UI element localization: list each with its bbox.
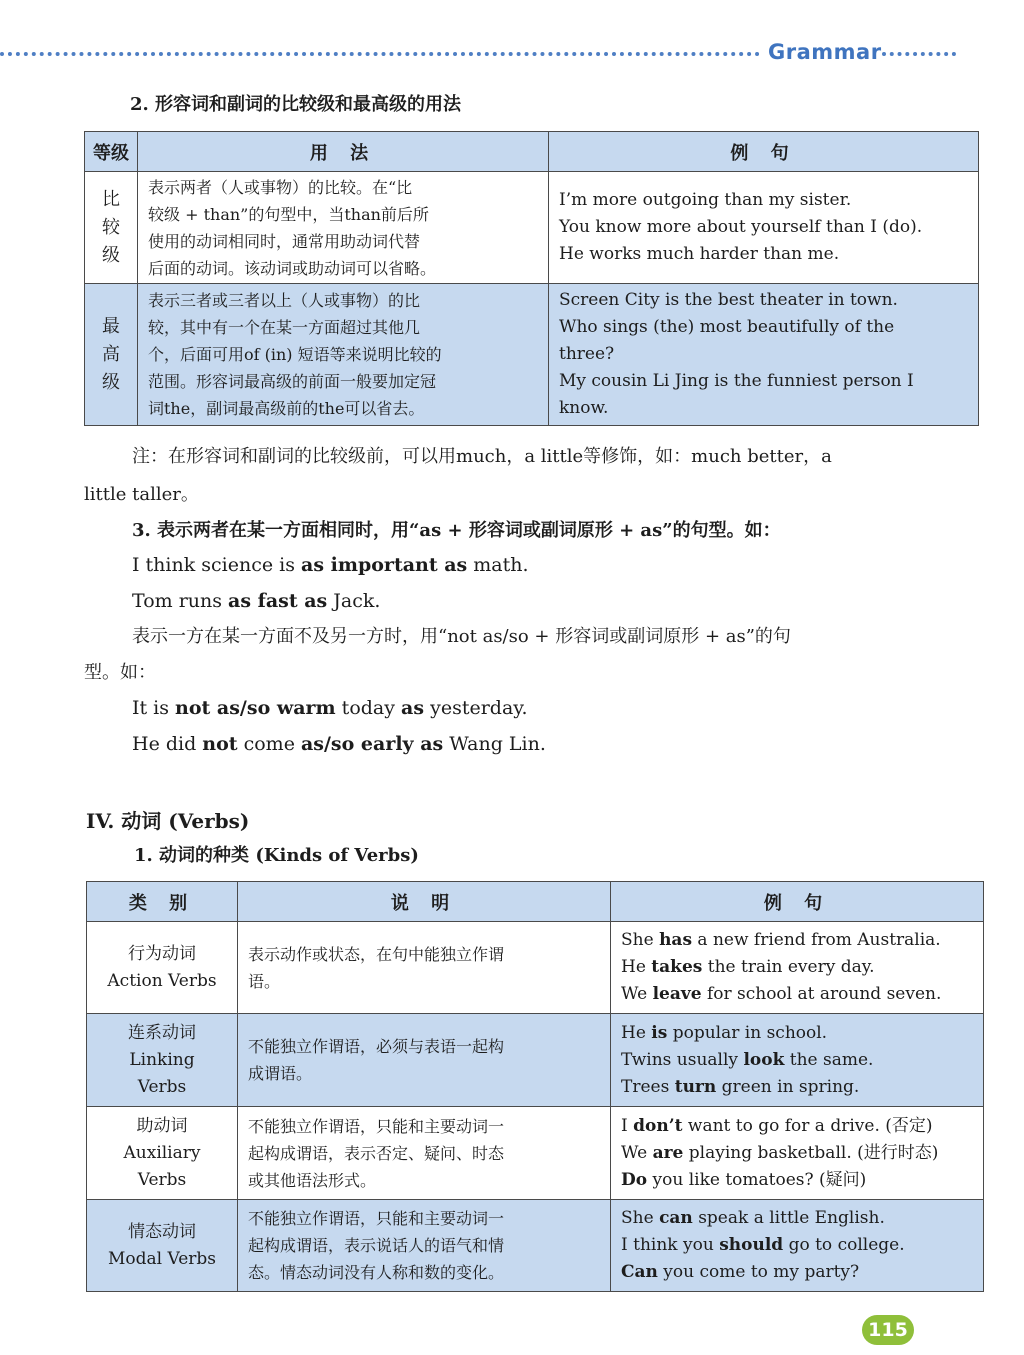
header-title: Grammar (768, 40, 882, 64)
section-heading-2: 2. 形容词和副词的比较级和最高级的用法 (130, 94, 462, 115)
comparison-table (84, 131, 979, 426)
note-line-2: little taller。 (84, 484, 199, 505)
table-row (85, 172, 979, 284)
examples-cell: I’m more outgoing than my sister. You know more about yourself than I (do). He works much harder than me. (549, 172, 979, 284)
examples-cell: She can speak a little English. I think you should go to college. Can you come to my party? (611, 1200, 984, 1292)
table1-header-examples: 例 句 (549, 132, 979, 172)
level-cell: 最 高 级 (85, 284, 138, 426)
example-sentence: I think science is as important as math. (132, 554, 529, 576)
desc-cell: 不能独立作谓语，必须与表语一起构 成谓语。 (238, 1014, 611, 1107)
desc-cell: 不能独立作谓语，只能和主要动词一 起构成谓语，表示说话人的语气和情 态。情态动词没有人称和数的变化。 (238, 1200, 611, 1292)
examples-cell: She has a new friend from Australia. He takes the train every day. We leave for school at around seven. (611, 922, 984, 1014)
desc-cell: 表示动作或状态，在句中能独立作谓 语。 (238, 922, 611, 1014)
table1-header-level: 等级 (85, 132, 138, 172)
examples-cell: Screen City is the best theater in town. Who sings (the) most beautifully of the three? My cousin Li Jing is the funniest person I know. (549, 284, 979, 426)
subsection-kinds-of-verbs: 1. 动词的种类 (Kinds of Verbs) (134, 845, 419, 866)
example-sentence: It is not as/so warm today as yesterday. (132, 697, 528, 719)
table-row (87, 1014, 984, 1107)
table2-header-examples: 例 句 (611, 882, 984, 922)
page-number-badge: 115 (862, 1315, 914, 1345)
header-dotted-rule-right (882, 52, 956, 56)
section-heading-3: 3. 表示两者在某一方面相同时，用“as + 形容词或副词原形 + as”的句型。如： (132, 520, 781, 541)
table2-header-kind: 类 别 (87, 882, 238, 922)
table1-header-usage: 用 法 (138, 132, 549, 172)
examples-cell: I don’t want to go for a drive. (否定) We are playing basketball. (进行时态) Do you like tomatoes? (疑问) (611, 1107, 984, 1200)
table-row (87, 1200, 984, 1292)
page-header (0, 40, 1024, 70)
table-row (85, 284, 979, 426)
negative-rule-line-2: 型。如： (84, 662, 156, 683)
desc-cell: 不能独立作谓语，只能和主要动词一 起构成谓语，表示否定、疑问、时态 或其他语法形式。 (238, 1107, 611, 1200)
usage-cell: 表示三者或三者以上（人或事物）的比 较，其中有一个在某一方面超过其他几 个，后面可用of (in) 短语等来说明比较的 范围。形容词最高级的前面一般要加定冠 词the，副词最高级前的the可以省去。 (138, 284, 549, 426)
kind-cell: 助动词 Auxiliary Verbs (87, 1107, 238, 1200)
verbs-table (86, 881, 984, 1292)
negative-rule-line-1: 表示一方在某一方面不及另一方时，用“not as/so + 形容词或副词原形 + as”的句 (132, 626, 791, 647)
usage-cell: 表示两者（人或事物）的比较。在“比 较级 + than”的句型中，当than前后所 使用的动词相同时，通常用助动词代替 后面的动词。该动词或助动词可以省略。 (138, 172, 549, 284)
level-cell: 比 较 级 (85, 172, 138, 284)
section-heading-verbs: IV. 动词 (Verbs) (86, 809, 250, 833)
header-dotted-rule (0, 52, 760, 56)
example-sentence: Tom runs as fast as Jack. (132, 590, 381, 612)
examples-cell: He is popular in school. Twins usually look the same. Trees turn green in spring. (611, 1014, 984, 1107)
example-sentence: He did not come as/so early as Wang Lin. (132, 733, 546, 755)
note-line-1: 注：在形容词和副词的比较级前，可以用much，a little等修饰，如：much better，a (132, 446, 832, 467)
kind-cell: 连系动词 Linking Verbs (87, 1014, 238, 1107)
table-row (87, 922, 984, 1014)
kind-cell: 情态动词 Modal Verbs (87, 1200, 238, 1292)
table2-header-desc: 说 明 (238, 882, 611, 922)
kind-cell: 行为动词 Action Verbs (87, 922, 238, 1014)
table-row (87, 1107, 984, 1200)
